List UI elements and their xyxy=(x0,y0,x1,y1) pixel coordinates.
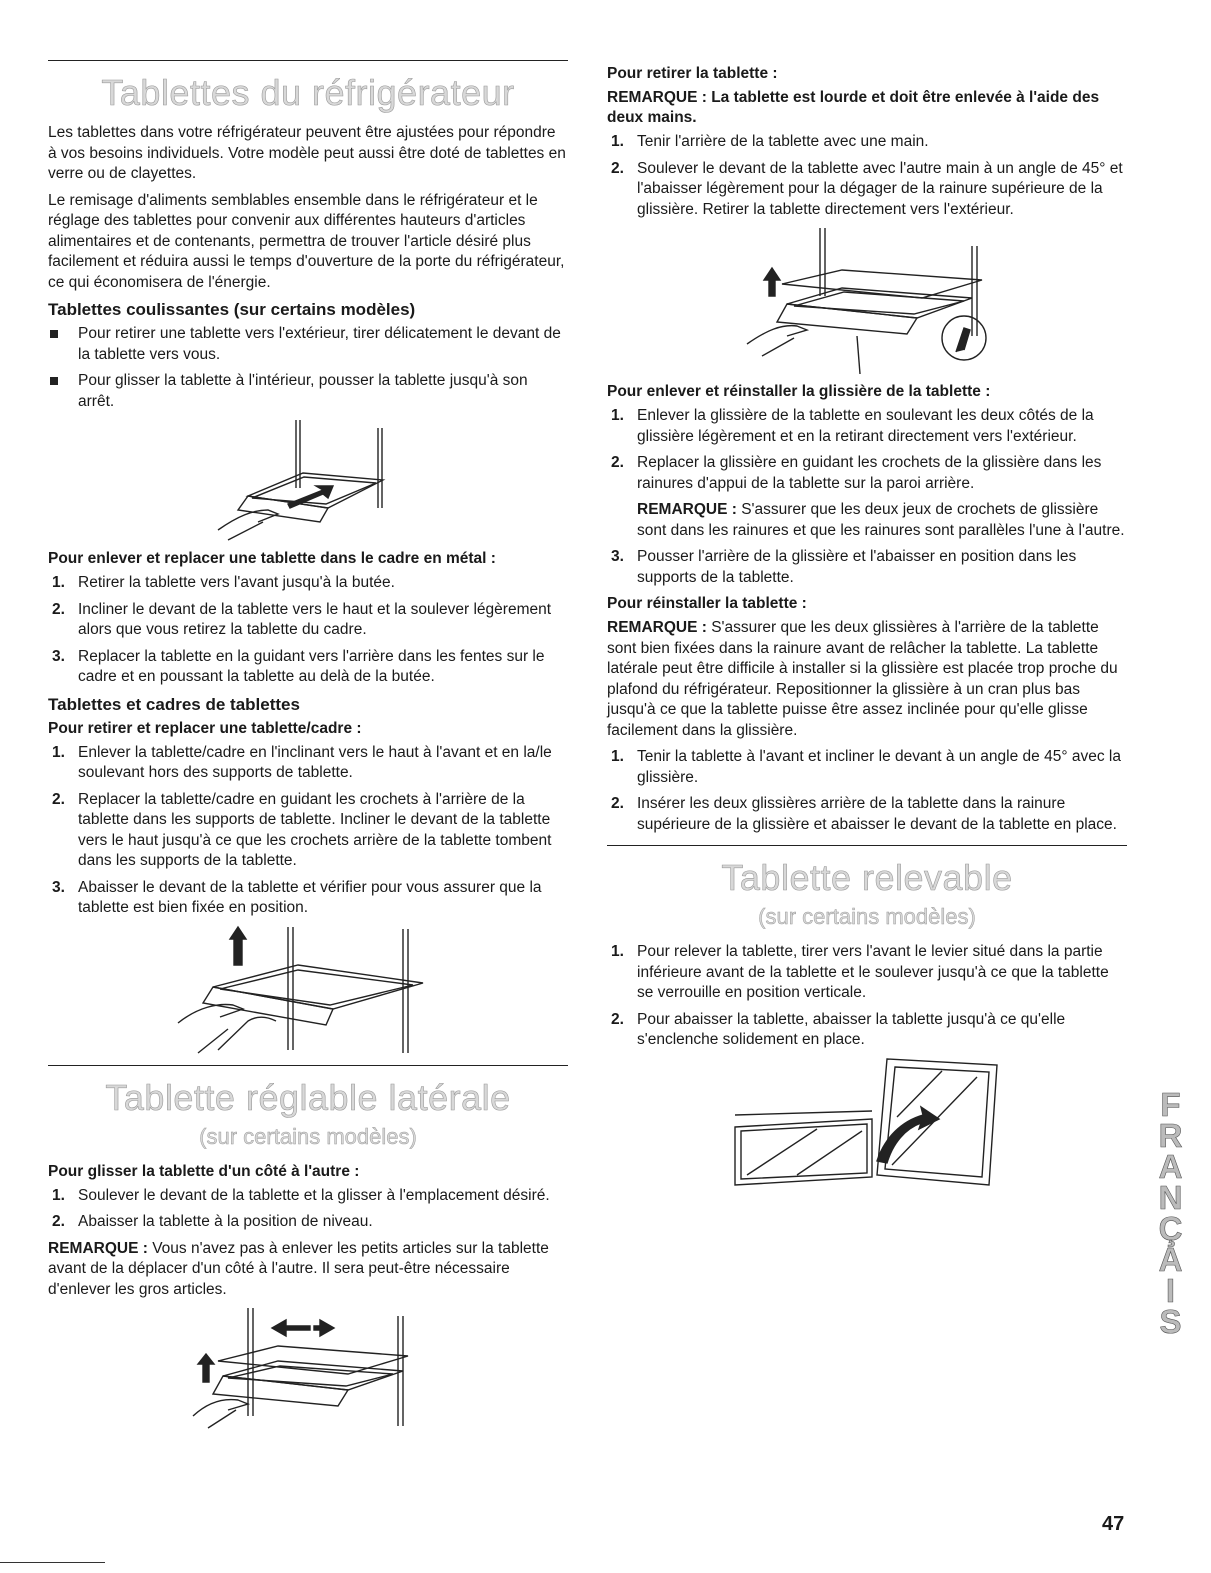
list-item: 2. Pour abaisser la tablette, abaisser la tablette jusqu'à ce qu'elle s'enclenche solidement en place. xyxy=(611,1010,1066,1048)
bullet-icon xyxy=(50,330,58,338)
section-title-refrigerator-shelves: Tablettes du réfrigérateur xyxy=(101,72,515,113)
list-item: 2. Replacer la glissière en guidant les crochets de la glissière dans les rainures d'appui de la tablette sur la paroi arrière. REMARQUE : S'assurer que les deux jeux de crochets de glissière sont dans les rainures et que les rainures sont parallèles l'une à l'autre. xyxy=(607,453,1127,541)
heading-remove-shelf: Pour retirer la tablette : xyxy=(607,65,778,82)
list-item: 2. Abaisser la tablette à la position de niveau. xyxy=(52,1213,373,1230)
section-rule xyxy=(48,1065,568,1066)
section-subtitle: (sur certains modèles) xyxy=(199,1123,417,1149)
section-title-side-shelf: Tablette réglable latérale xyxy=(105,1076,511,1118)
heading-rail: Pour enlever et réinstaller la glissière de la tablette : xyxy=(607,383,991,400)
list-item: 2. Soulever le devant de la tablette avec l'autre main à un angle de 45° et l'abaisser légèrement pour la dégager de la rainure supérieure de la glissière. Retirer la tablette directement vers l'extérieur. xyxy=(611,159,1123,218)
reinstall-note: REMARQUE : S'assurer que les deux glissières à l'arrière de la tablette sont bien fixées dans la rainure avant de relâcher la tablette. La tablette latérale peut être difficile à installer si la glissière est placée trop proche du plafond du réfrigérateur. Repositionner la glissière à un cran plus bas jusqu'à ce que la tablette puisse être assez inclinée pour qu'elle glisse facilement dans la glissière. xyxy=(607,619,1118,739)
intro-paragraph-2: Le remisage d'aliments semblables ensemble dans le réfrigérateur et le réglage des tablettes pour convenir aux différentes hauteurs d'articles alimentaires et de contenants, permettra de trouver l'article désiré plus facilement et réduira aussi le temps d'ouverture de la porte du réfrigérateur, ce qui économisera de l'énergie. xyxy=(48,191,565,291)
intro-paragraph-1: Les tablettes dans votre réfrigérateur peuvent être ajustées pour répondre à vos besoins individuels. Votre modèle peut aussi être doté de tablettes en verre ou de clayettes. xyxy=(48,124,566,182)
side-steps-list xyxy=(48,1186,568,1233)
section-rule xyxy=(48,60,568,61)
shelf-removal-illustration xyxy=(742,226,992,376)
side-note: REMARQUE : Vous n'avez pas à enlever les petits articles sur la tablette avant de la déplacer d'un côté à l'autre. Il sera peut-être nécessaire d'enlever les gros articles. xyxy=(48,1239,549,1298)
list-item: 2. Incliner le devant de la tablette vers le haut et la soulever légèrement alors que vous retirez la tablette du cadre. xyxy=(52,600,552,638)
list-item: 1. Retirer la tablette vers l'avant jusqu'à la butée. xyxy=(52,574,395,591)
list-item: 1. Tenir l'arrière de la tablette avec une main. xyxy=(611,133,929,150)
sliding-shelf-illustration xyxy=(208,418,408,543)
fold-up-shelf-illustration xyxy=(727,1057,1007,1192)
rail-note: REMARQUE : S'assurer que les deux jeux de crochets de glissière sont dans les rainures et que les rainures sont parallèles l'une à l'autre. xyxy=(637,501,1125,539)
heading-remove-replace-frame: Pour retirer et replacer une tablette/cadre : xyxy=(48,719,362,737)
section-title-fold-up-shelf: Tablette relevable xyxy=(721,857,1013,898)
heading-sliding-shelves: Tablettes coulissantes (sur certains modèles) xyxy=(48,300,416,319)
section-subtitle: (sur certains modèles) xyxy=(758,904,976,929)
reinstall-steps-list xyxy=(607,747,1127,835)
side-shelf-illustration xyxy=(188,1306,428,1431)
remove-steps-list xyxy=(607,132,1127,220)
left-column xyxy=(48,60,568,1437)
list-item: 1. Enlever la tablette/cadre en l'inclinant vers le haut à l'avant et en la/le soulevant hors des supports de tablette. xyxy=(52,743,552,781)
language-side-tab: FRANÇAIS xyxy=(1152,1086,1189,1334)
list-item: 1. Enlever la glissière de la tablette en soulevant les deux côtés de la glissière légèrement et en la retirant directement vers l'extérieur. xyxy=(611,407,1094,445)
frames-steps-list xyxy=(48,743,568,919)
list-item: 3. Abaisser le devant de la tablette et vérifier pour vous assurer que la tablette est bien fixée en position. xyxy=(52,878,542,916)
right-column xyxy=(607,60,1127,1198)
list-item: 3. Pousser l'arrière de la glissière et l'abaisser en position dans les supports de la tablette. xyxy=(611,548,1077,586)
heading-metal-frame: Pour enlever et replacer une tablette dans le cadre en métal : xyxy=(48,550,496,567)
footer-rule xyxy=(0,1562,105,1563)
shelf-frame-illustration xyxy=(158,925,458,1055)
section-rule xyxy=(607,845,1127,846)
list-item: 2. Replacer la tablette/cadre en guidant les crochets à l'arrière de la tablette dans les supports de tablette. Incliner le devant de la tablette vers le haut jusqu'à ce que les crochets arrière de la tablette tombent dans les supports de la tablette. xyxy=(52,790,552,869)
list-item: 3. Replacer la tablette en la guidant vers l'arrière dans les fentes sur le cadre et en poussant la tablette au delà de la butée. xyxy=(52,647,545,685)
heading-shelves-and-frames: Tablettes et cadres de tablettes xyxy=(48,694,300,714)
sliding-bullet-list xyxy=(48,324,568,412)
fold-steps-list xyxy=(607,942,1127,1051)
list-item: Pour glisser la tablette à l'intérieur, pousser la tablette jusqu'à son arrêt. xyxy=(48,371,568,412)
metal-steps-list xyxy=(48,573,568,688)
list-item: 1. Pour relever la tablette, tirer vers l'avant le levier situé dans la partie inférieure avant de la tablette et le soulever jusqu'à ce que la tablette se verrouille en position verticale. xyxy=(611,943,1109,1001)
list-item: Pour retirer une tablette vers l'extérieur, tirer délicatement le devant de la tablette vers vous. xyxy=(48,324,568,365)
list-item: 2. Insérer les deux glissières arrière de la tablette dans la rainure supérieure de la glissière et abaisser le devant de la tablette en place. xyxy=(611,795,1117,833)
heading-slide-side-to-side: Pour glisser la tablette d'un côté à l'autre : xyxy=(48,1162,360,1180)
page-number: 47 xyxy=(1102,1513,1125,1535)
rail-steps-list xyxy=(607,406,1127,588)
remove-heavy-note: REMARQUE : La tablette est lourde et doit être enlevée à l'aide des deux mains. xyxy=(607,89,1100,126)
list-item: 1. Tenir la tablette à l'avant et incliner le devant à un angle de 45° avec la glissière. xyxy=(611,748,1121,786)
heading-reinstall-shelf: Pour réinstaller la tablette : xyxy=(607,595,807,612)
list-item: 1. Soulever le devant de la tablette et la glisser à l'emplacement désiré. xyxy=(52,1186,550,1204)
bullet-icon xyxy=(50,377,58,385)
